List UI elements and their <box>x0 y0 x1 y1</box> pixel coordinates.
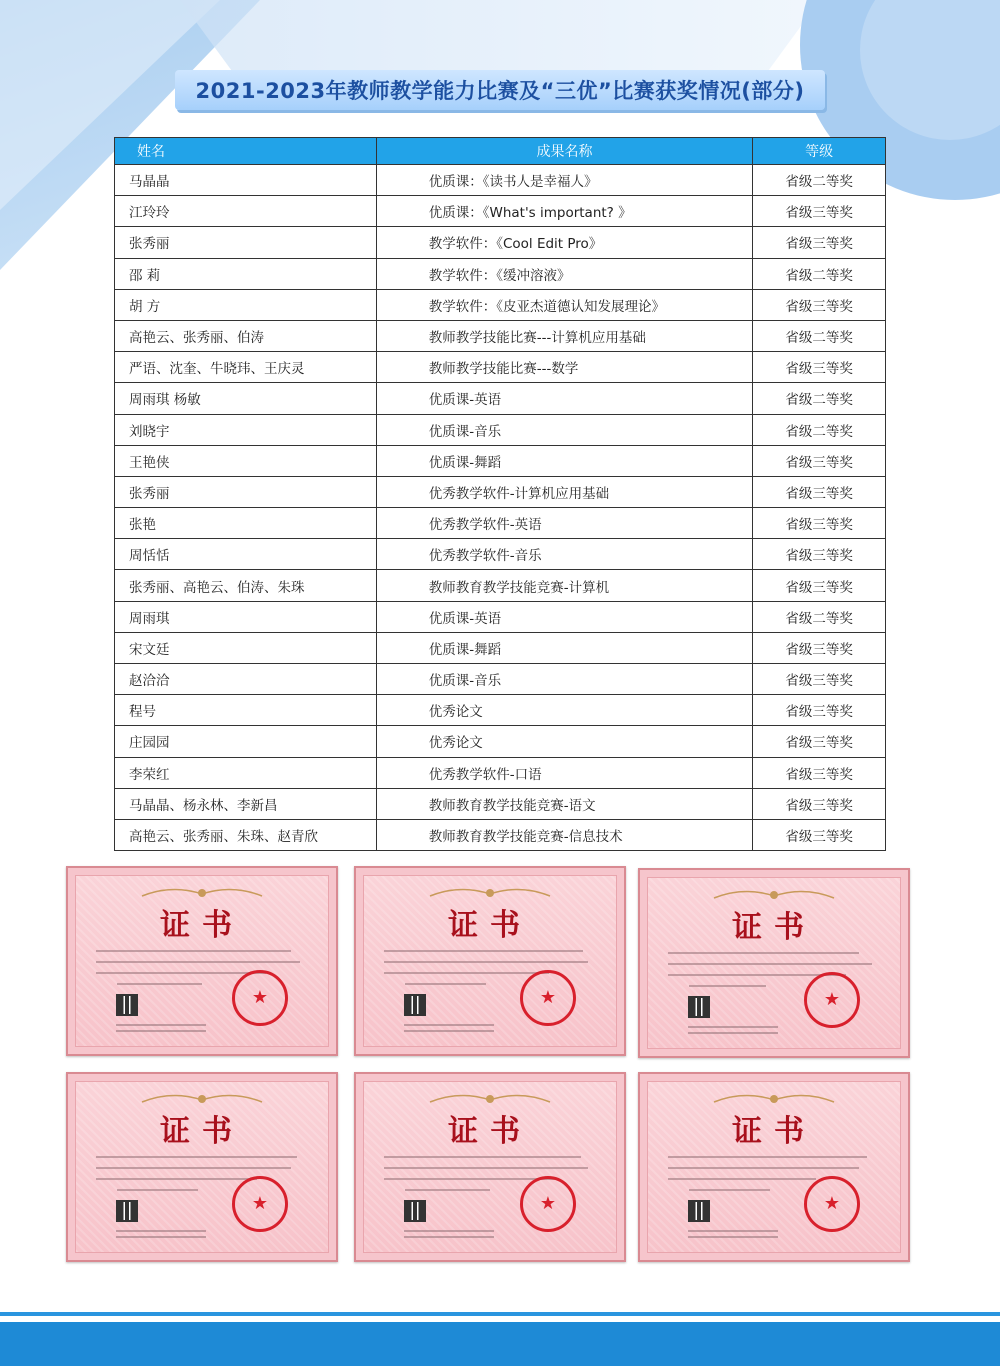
table-row <box>115 570 886 601</box>
cell-level: 省级三等奖 <box>753 570 886 601</box>
official-seal-icon: ★ <box>232 1176 288 1232</box>
cell-level: 省级三等奖 <box>753 664 886 695</box>
official-seal-icon: ★ <box>520 970 576 1026</box>
qr-code-icon <box>404 994 426 1016</box>
table-row <box>115 414 886 445</box>
certificate-frame <box>647 1081 901 1253</box>
table-row <box>115 258 886 289</box>
cell-achievement: 教师教育教学技能竞赛-信息技术 <box>376 819 753 850</box>
official-seal-icon: ★ <box>804 972 860 1028</box>
cell-level: 省级三等奖 <box>753 227 886 258</box>
certificate-frame <box>75 1081 329 1253</box>
table-row <box>115 664 886 695</box>
cell-level: 省级三等奖 <box>753 695 886 726</box>
cell-name: 刘晓宇 <box>115 414 377 445</box>
cell-name: 张艳 <box>115 508 377 539</box>
cell-name: 江玲玲 <box>115 196 377 227</box>
official-seal-icon: ★ <box>520 1176 576 1232</box>
table-row <box>115 601 886 632</box>
cell-achievement: 优秀教学软件-英语 <box>376 508 753 539</box>
cell-name: 王艳侠 <box>115 445 377 476</box>
cell-name: 李荣红 <box>115 757 377 788</box>
certificate-title: 证书 <box>160 908 244 943</box>
cell-name: 高艳云、张秀丽、伯涛 <box>115 320 377 351</box>
cell-level: 省级三等奖 <box>753 476 886 507</box>
cell-achievement: 优质课-英语 <box>376 383 753 414</box>
certificate-4 <box>66 1072 338 1262</box>
qr-code-icon <box>116 1200 138 1222</box>
awards-table <box>114 137 886 851</box>
table-row <box>115 196 886 227</box>
table-row <box>115 445 886 476</box>
table-row <box>115 508 886 539</box>
table-row <box>115 632 886 663</box>
cell-name: 张秀丽 <box>115 227 377 258</box>
cell-name: 赵洽洽 <box>115 664 377 695</box>
cell-achievement: 优质课-舞蹈 <box>376 632 753 663</box>
bottom-divider-line <box>0 1312 1000 1316</box>
qr-code-icon <box>688 1200 710 1222</box>
header-achievement: 成果名称 <box>376 138 753 165</box>
cell-achievement: 优质课-音乐 <box>376 414 753 445</box>
official-seal-icon: ★ <box>232 970 288 1026</box>
certificate-footnote <box>404 1024 494 1032</box>
page-title-banner <box>175 70 825 110</box>
cell-name: 程号 <box>115 695 377 726</box>
cell-name: 严语、沈奎、牛晓玮、王庆灵 <box>115 352 377 383</box>
cell-name: 张秀丽 <box>115 476 377 507</box>
cell-level: 省级三等奖 <box>753 445 886 476</box>
cell-name: 胡 方 <box>115 289 377 320</box>
certificate-1 <box>66 866 338 1056</box>
cell-achievement: 教学软件：《缓冲溶液》 <box>376 258 753 289</box>
cell-name: 周雨琪 <box>115 601 377 632</box>
cell-achievement: 优质课-英语 <box>376 601 753 632</box>
certificate-title: 证书 <box>732 910 816 945</box>
cell-name: 马晶晶 <box>115 165 377 196</box>
cell-name: 张秀丽、高艳云、伯涛、朱珠 <box>115 570 377 601</box>
cell-level: 省级二等奖 <box>753 601 886 632</box>
table-row <box>115 757 886 788</box>
certificate-frame <box>363 1081 617 1253</box>
cell-level: 省级二等奖 <box>753 383 886 414</box>
qr-code-icon <box>688 996 710 1018</box>
official-seal-icon: ★ <box>804 1176 860 1232</box>
cell-name: 周恬恬 <box>115 539 377 570</box>
qr-code-icon <box>116 994 138 1016</box>
cell-name: 周雨琪 杨敏 <box>115 383 377 414</box>
background-band <box>180 0 820 70</box>
cell-name: 高艳云、张秀丽、朱珠、赵青欣 <box>115 819 377 850</box>
certificate-title: 证书 <box>160 1114 244 1149</box>
table-header-row <box>115 138 886 165</box>
table-row <box>115 289 886 320</box>
table-row <box>115 695 886 726</box>
cell-name: 宋文廷 <box>115 632 377 663</box>
cell-level: 省级二等奖 <box>753 165 886 196</box>
cell-name: 马晶晶、杨永林、李新昌 <box>115 788 377 819</box>
cell-level: 省级三等奖 <box>753 196 886 227</box>
table-row <box>115 788 886 819</box>
certificate-footnote <box>688 1026 778 1034</box>
page-title: 2021-2023年教师教学能力比赛及“三优”比赛获奖情况(部分) <box>195 79 805 103</box>
cell-achievement: 优秀论文 <box>376 695 753 726</box>
table-row <box>115 539 886 570</box>
certificate-footnote <box>116 1230 206 1238</box>
table-row <box>115 227 886 258</box>
table-row <box>115 383 886 414</box>
awards-table-body <box>115 165 886 851</box>
cell-level: 省级三等奖 <box>753 819 886 850</box>
table-row <box>115 352 886 383</box>
header-level: 等级 <box>753 138 886 165</box>
certificate-title: 证书 <box>448 908 532 943</box>
certificate-3 <box>638 868 910 1058</box>
cell-achievement: 优质课：《What's important? 》 <box>376 196 753 227</box>
certificate-frame <box>363 875 617 1047</box>
cell-level: 省级二等奖 <box>753 320 886 351</box>
cell-achievement: 教学软件：《皮亚杰道德认知发展理论》 <box>376 289 753 320</box>
certificate-footnote <box>404 1230 494 1238</box>
table-row <box>115 320 886 351</box>
table-row <box>115 726 886 757</box>
certificate-frame <box>647 877 901 1049</box>
cell-level: 省级三等奖 <box>753 726 886 757</box>
cell-achievement: 教师教育教学技能竞赛-语文 <box>376 788 753 819</box>
cell-level: 省级三等奖 <box>753 632 886 663</box>
cell-achievement: 教师教学技能比赛---计算机应用基础 <box>376 320 753 351</box>
certificate-5 <box>354 1072 626 1262</box>
cell-level: 省级三等奖 <box>753 352 886 383</box>
certificate-6 <box>638 1072 910 1262</box>
cell-achievement: 优秀教学软件-音乐 <box>376 539 753 570</box>
cell-achievement: 教师教学技能比赛---数学 <box>376 352 753 383</box>
cell-achievement: 优秀论文 <box>376 726 753 757</box>
bottom-bar <box>0 1322 1000 1366</box>
table-row <box>115 819 886 850</box>
certificate-title: 证书 <box>732 1114 816 1149</box>
certificate-frame <box>75 875 329 1047</box>
cell-achievement: 优质课：《读书人是幸福人》 <box>376 165 753 196</box>
cell-achievement: 优秀教学软件-口语 <box>376 757 753 788</box>
certificate-2 <box>354 866 626 1056</box>
cell-achievement: 优质课-音乐 <box>376 664 753 695</box>
certificate-footnote <box>688 1230 778 1238</box>
cell-achievement: 优秀教学软件-计算机应用基础 <box>376 476 753 507</box>
cell-level: 省级二等奖 <box>753 414 886 445</box>
cell-level: 省级三等奖 <box>753 788 886 819</box>
qr-code-icon <box>404 1200 426 1222</box>
certificate-footnote <box>116 1024 206 1032</box>
table-row <box>115 476 886 507</box>
table-row <box>115 165 886 196</box>
cell-achievement: 教学软件：《Cool Edit Pro》 <box>376 227 753 258</box>
cell-level: 省级三等奖 <box>753 539 886 570</box>
cell-level: 省级二等奖 <box>753 258 886 289</box>
cell-name: 邵 莉 <box>115 258 377 289</box>
cell-level: 省级三等奖 <box>753 508 886 539</box>
cell-level: 省级三等奖 <box>753 757 886 788</box>
cell-achievement: 教师教育教学技能竞赛-计算机 <box>376 570 753 601</box>
header-name: 姓名 <box>115 138 377 165</box>
cell-level: 省级三等奖 <box>753 289 886 320</box>
certificate-title: 证书 <box>448 1114 532 1149</box>
cell-achievement: 优质课-舞蹈 <box>376 445 753 476</box>
cell-name: 庄园园 <box>115 726 377 757</box>
